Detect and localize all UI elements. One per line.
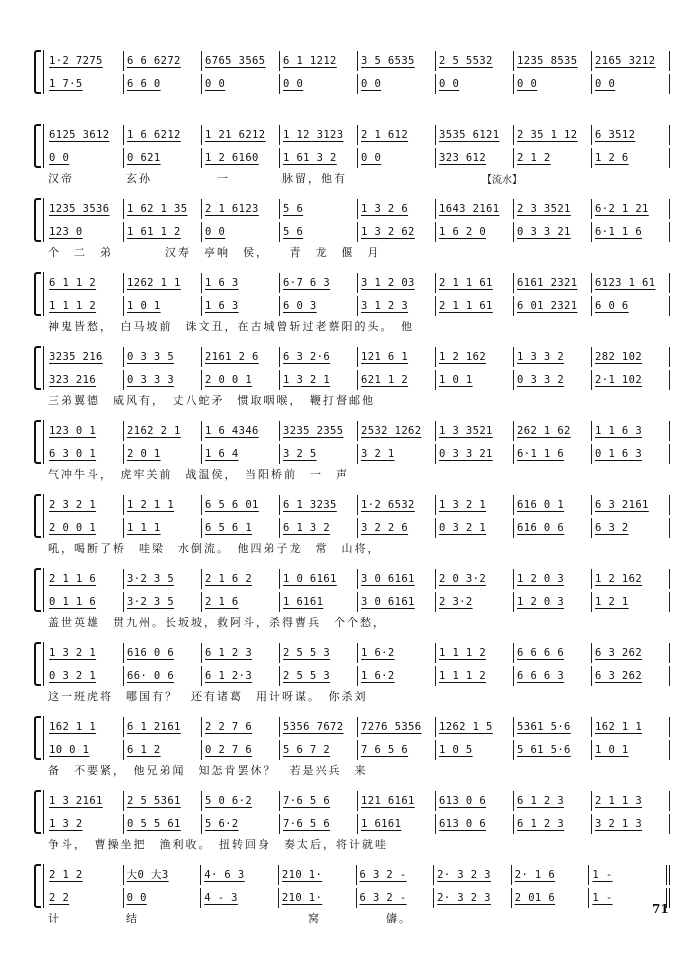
measure: 0 0	[280, 74, 358, 94]
measure: 3 5 6535	[358, 51, 436, 71]
measure: 1 2 1 1	[124, 495, 202, 515]
measure: 0 0	[46, 148, 124, 168]
measure: 2 01 6	[512, 888, 590, 908]
system-brace	[34, 50, 41, 94]
measure: 5361 5·6	[514, 717, 592, 737]
accompaniment-staff	[46, 444, 670, 464]
measure: 2 0 3·2	[436, 569, 514, 589]
measure: 1235 8535	[514, 51, 592, 71]
measure: 1 6·2	[358, 643, 436, 663]
system-brace	[34, 420, 41, 464]
measure: 0 3 2 1	[46, 666, 124, 686]
measure: 3 0 6161	[358, 569, 436, 589]
measure: 616 0 1	[514, 495, 592, 515]
measure: 2 0 0 1	[46, 518, 124, 538]
measure: 6 1 1212	[280, 51, 358, 71]
measure: 2 0 1	[124, 444, 202, 464]
system-start-barline	[43, 346, 44, 390]
measure: 6161 2321	[514, 273, 592, 293]
measure: 1 3 2 1	[436, 495, 514, 515]
measure: 1 1 6 3	[592, 421, 670, 441]
measure: 1 7·5	[46, 74, 124, 94]
measure: 162 1 1	[592, 717, 670, 737]
measure: 0 5 5 61	[124, 814, 202, 834]
measure: 6 6 6 3	[514, 666, 592, 686]
measure: 10 0 1	[46, 740, 124, 760]
system-start-barline	[43, 420, 44, 464]
melody-staff	[46, 643, 670, 663]
score-system	[34, 788, 670, 854]
measure: 1 0 5	[436, 740, 514, 760]
measure: 3 1 2 3	[358, 296, 436, 316]
measure: 0 3 3 21	[436, 444, 514, 464]
system-start-barline	[43, 124, 44, 168]
measure: 6123 1 61	[592, 273, 670, 293]
lyrics-line: 个 二 弟 汉寿 亭响 侯， 青 龙 偃 月	[48, 246, 381, 259]
lyrics-line: 争斗， 曹操坐把 渔利收。 扭转回身 奏太后，将计就哇	[48, 838, 388, 851]
measure: 2 5 5 3	[280, 666, 358, 686]
measure: 2 5 5532	[436, 51, 514, 71]
accompaniment-staff	[46, 814, 670, 834]
system-brace	[34, 124, 41, 168]
measure: 2 1 1 61	[436, 273, 514, 293]
melody-staff	[46, 569, 670, 589]
accompaniment-staff	[46, 370, 670, 390]
measure: 7276 5356	[358, 717, 436, 737]
measure: 0 621	[124, 148, 202, 168]
system-brace	[34, 642, 41, 686]
measure: 6 3 0 1	[46, 444, 124, 464]
measure: 1 3 2	[46, 814, 124, 834]
measure: 613 0 6	[436, 791, 514, 811]
measure: 6 1 3 2	[280, 518, 358, 538]
score-system	[34, 344, 670, 410]
measure: 2· 3 2 3	[434, 888, 512, 908]
measure: 3235 2355	[280, 421, 358, 441]
measure: 1·2 6532	[358, 495, 436, 515]
measure: 6 1 2 3	[514, 814, 592, 834]
melody-staff	[46, 495, 670, 515]
measure: 6 0 3	[280, 296, 358, 316]
measure: 1 1 1	[124, 518, 202, 538]
measure: 3235 216	[46, 347, 124, 367]
measure: 6 1 2161	[124, 717, 202, 737]
measure: 1 6 4346	[202, 421, 280, 441]
measure: 2· 3 2 3	[434, 865, 512, 885]
measure: 5356 7672	[280, 717, 358, 737]
measure: 1 6 6212	[124, 125, 202, 145]
measure: 6·2 1 21	[592, 199, 670, 219]
measure: 2 5 5361	[124, 791, 202, 811]
measure: 0 0	[514, 74, 592, 94]
melody-staff	[46, 865, 670, 885]
system-start-barline	[43, 716, 44, 760]
melody-staff	[46, 717, 670, 737]
measure: 2 1 1 6	[46, 569, 124, 589]
melody-staff	[46, 347, 670, 367]
measure: 1 -	[589, 888, 670, 908]
measure: 2 1 2	[46, 865, 124, 885]
measure: 4· 6 3	[201, 865, 279, 885]
lyrics-line: 这一班虎将 哪国有？ 还有诸葛 用计呀谋。 你杀刘	[48, 690, 368, 703]
measure: 2 1 6	[202, 592, 280, 612]
measure: 2 3 2 1	[46, 495, 124, 515]
measure: 616 0 6	[124, 643, 202, 663]
measure: 2532 1262	[358, 421, 436, 441]
measure: 1 6 3	[202, 273, 280, 293]
measure: 6 3 2	[592, 518, 670, 538]
measure: 6 1 2 3	[202, 643, 280, 663]
measure: 2 1 6123	[202, 199, 280, 219]
measure: 1 2 162	[592, 569, 670, 589]
page-number: 71	[652, 902, 669, 916]
measure: 2165 3212	[592, 51, 670, 71]
measure: 1 0 6161	[280, 569, 358, 589]
score-system	[34, 418, 670, 484]
measure: 6 1 2·3	[202, 666, 280, 686]
measure: 2·1 102	[592, 370, 670, 390]
system-brace	[34, 198, 41, 242]
score-system	[34, 714, 670, 780]
melody-staff	[46, 125, 670, 145]
system-start-barline	[43, 790, 44, 834]
system-brace	[34, 716, 41, 760]
measure: 1 6161	[358, 814, 436, 834]
measure: 2 1 1 61	[436, 296, 514, 316]
measure: 6 6 0	[124, 74, 202, 94]
measure: 6·1 1 6	[514, 444, 592, 464]
measure: 3 1 2 03	[358, 273, 436, 293]
measure: 613 0 6	[436, 814, 514, 834]
measure: 1 61 3 2	[280, 148, 358, 168]
measure: 4 - 3	[201, 888, 279, 908]
measure: 121 6161	[358, 791, 436, 811]
lyrics-line: 气冲牛斗， 虎牢关前 战温侯， 当阳桥前 一 声	[48, 468, 349, 481]
measure: 1 1 1 2	[436, 666, 514, 686]
accompaniment-staff	[46, 666, 670, 686]
melody-staff	[46, 273, 670, 293]
measure: 5 0 6·2	[202, 791, 280, 811]
measure: 6 3 2161	[592, 495, 670, 515]
score-system	[34, 566, 670, 632]
measure: 2 2 7 6	[202, 717, 280, 737]
measure: 1 3 2 1	[280, 370, 358, 390]
measure: 2 1 2	[514, 148, 592, 168]
measure: 0 0	[592, 74, 670, 94]
measure: 6 3 2·6	[280, 347, 358, 367]
measure: 6 5 6 1	[202, 518, 280, 538]
measure: 7·6 5 6	[280, 814, 358, 834]
system-start-barline	[43, 494, 44, 538]
accompaniment-staff	[46, 296, 670, 316]
measure: 616 0 6	[514, 518, 592, 538]
system-start-barline	[43, 272, 44, 316]
measure: 5 6	[280, 199, 358, 219]
lyrics-line: 计 结 窝 儔。	[48, 912, 412, 925]
measure: 7 6 5 6	[358, 740, 436, 760]
measure: 6 3 2 -	[357, 865, 435, 885]
measure: 1 2 6160	[202, 148, 280, 168]
measure: 1 3 2 1	[46, 643, 124, 663]
measure: 6 1 3235	[280, 495, 358, 515]
accompaniment-staff	[46, 592, 670, 612]
measure: 7·6 5 6	[280, 791, 358, 811]
score-system	[34, 48, 670, 114]
measure: 2 3·2	[436, 592, 514, 612]
system-start-barline	[43, 642, 44, 686]
measure: 3 2 5	[280, 444, 358, 464]
melody-staff	[46, 421, 670, 441]
measure: 1 3 3521	[436, 421, 514, 441]
measure: 1262 1 1	[124, 273, 202, 293]
measure: 3 0 6161	[358, 592, 436, 612]
measure: 3 2 1 3	[592, 814, 670, 834]
measure: 6 3 262	[592, 643, 670, 663]
measure: 1235 3536	[46, 199, 124, 219]
lyrics-line: 盖世英雄 贯九州。长坂坡，救阿斗，杀得曹兵 个个愁，	[48, 616, 386, 629]
measure: 0 2 7 6	[202, 740, 280, 760]
measure: 1 2 1	[592, 592, 670, 612]
measure: 0 0	[202, 74, 280, 94]
measure: 0 3 3 21	[514, 222, 592, 242]
measure: 210 1·	[279, 865, 357, 885]
measure: 0 3 2 1	[436, 518, 514, 538]
measure: 0 0	[124, 888, 202, 908]
measure: 6·7 6 3	[280, 273, 358, 293]
measure: 1 62 1 35	[124, 199, 202, 219]
measure: 1 1 1 2	[436, 643, 514, 663]
measure: 123 0 1	[46, 421, 124, 441]
measure: 1 3 3 2	[514, 347, 592, 367]
measure: 1 2 0 3	[514, 569, 592, 589]
measure: 3 2 2 6	[358, 518, 436, 538]
measure: 3·2 3 5	[124, 569, 202, 589]
measure: 1 0 1	[124, 296, 202, 316]
measure: 1 2 0 3	[514, 592, 592, 612]
measure: 3·2 3 5	[124, 592, 202, 612]
measure: 1 3 2161	[46, 791, 124, 811]
measure: 1 0 1	[436, 370, 514, 390]
measure: 3535 6121	[436, 125, 514, 145]
lyrics-line: 神鬼皆愁， 白马坡前 诛文丑，在古城曾斩过老蔡阳的头。 他	[48, 320, 414, 333]
melody-staff	[46, 791, 670, 811]
measure: 1 2 6	[592, 148, 670, 168]
measure: 6125 3612	[46, 125, 124, 145]
measure: 5 6·2	[202, 814, 280, 834]
measure: 5 6	[280, 222, 358, 242]
measure: 66· 0 6	[124, 666, 202, 686]
measure: 5 6 7 2	[280, 740, 358, 760]
measure: 6·1 1 6	[592, 222, 670, 242]
system-start-barline	[43, 864, 44, 908]
measure: 6 1 1 2	[46, 273, 124, 293]
score-system	[34, 492, 670, 558]
lyrics-line: 汉帝 玄孙 一 脉留，他有	[48, 172, 347, 185]
measure: 大0 大3	[124, 865, 202, 885]
measure: 0 0	[358, 74, 436, 94]
measure: 2 35 1 12	[514, 125, 592, 145]
measure: 1 3 2 6	[358, 199, 436, 219]
measure: 162 1 1	[46, 717, 124, 737]
measure: 1 1 1 2	[46, 296, 124, 316]
accompaniment-staff	[46, 740, 670, 760]
measure: 5 61 5·6	[514, 740, 592, 760]
measure: 6 6 6 6	[514, 643, 592, 663]
measure: 6 01 2321	[514, 296, 592, 316]
accompaniment-staff	[46, 888, 670, 908]
measure: 1·2 7275	[46, 51, 124, 71]
measure: 6 3 262	[592, 666, 670, 686]
measure: 1 6·2	[358, 666, 436, 686]
measure: 2 1 612	[358, 125, 436, 145]
measure: 0 0	[436, 74, 514, 94]
measure: 0 0	[202, 222, 280, 242]
measure: 1 3 2 62	[358, 222, 436, 242]
measure: 2 2	[46, 888, 124, 908]
measure: 1 6 4	[202, 444, 280, 464]
measure: 2162 2 1	[124, 421, 202, 441]
accompaniment-staff	[46, 74, 670, 94]
accompaniment-staff	[46, 518, 670, 538]
system-brace	[34, 494, 41, 538]
tempo-marking: 【流水】	[482, 175, 522, 186]
measure: 1 2 162	[436, 347, 514, 367]
measure: 6 1 2	[124, 740, 202, 760]
measure: 0 3 3 3	[124, 370, 202, 390]
lyrics-line: 吼，喝断了桥 哇梁 水倒流。 他四弟子龙 常 山将，	[48, 542, 381, 555]
measure: 2 1 6 2	[202, 569, 280, 589]
measure: 210 1·	[279, 888, 357, 908]
measure: 1 6 3	[202, 296, 280, 316]
system-brace	[34, 790, 41, 834]
melody-staff	[46, 199, 670, 219]
system-brace	[34, 346, 41, 390]
measure: 1 0 1	[592, 740, 670, 760]
system-brace	[34, 272, 41, 316]
measure: 6 3512	[592, 125, 670, 145]
measure: 262 1 62	[514, 421, 592, 441]
measure: 2 0 0 1	[202, 370, 280, 390]
measure: 282 102	[592, 347, 670, 367]
system-start-barline	[43, 50, 44, 94]
measure: 1 6 2 0	[436, 222, 514, 242]
measure: 621 1 2	[358, 370, 436, 390]
melody-staff	[46, 51, 670, 71]
measure: 1 21 6212	[202, 125, 280, 145]
lyrics-line: 备 不要紧， 他兄弟闻 知怎肯罢休？ 若是兴兵 来	[48, 764, 368, 777]
system-brace	[34, 864, 41, 908]
system-start-barline	[43, 198, 44, 242]
measure: 2 5 5 3	[280, 643, 358, 663]
measure: 1 61 1 2	[124, 222, 202, 242]
measure: 0 1 6 3	[592, 444, 670, 464]
measure: 0 1 1 6	[46, 592, 124, 612]
score-system	[34, 862, 670, 928]
score-system	[34, 270, 670, 336]
measure: 1262 1 5	[436, 717, 514, 737]
system-start-barline	[43, 568, 44, 612]
measure: 323 216	[46, 370, 124, 390]
score-system	[34, 640, 670, 706]
measure: 2 1 1 3	[592, 791, 670, 811]
measure: 2 3 3521	[514, 199, 592, 219]
measure: 6 3 2 -	[357, 888, 435, 908]
score-system	[34, 122, 670, 188]
measure: 0 3 3 2	[514, 370, 592, 390]
measure: 123 0	[46, 222, 124, 242]
measure: 6 0 6	[592, 296, 670, 316]
measure: 2· 1 6	[512, 865, 590, 885]
measure: 1 6161	[280, 592, 358, 612]
measure: 121 6 1	[358, 347, 436, 367]
measure: 2161 2 6	[202, 347, 280, 367]
measure: 0 3 3 5	[124, 347, 202, 367]
measure: 3 2 1	[358, 444, 436, 464]
measure: 1643 2161	[436, 199, 514, 219]
measure: 6 6 6272	[124, 51, 202, 71]
score-system	[34, 196, 670, 262]
accompaniment-staff	[46, 222, 670, 242]
measure: 323 612	[436, 148, 514, 168]
measure: 1 12 3123	[280, 125, 358, 145]
lyrics-line: 三弟翼德 威风有， 丈八蛇矛 惯取咽喉， 鞭打督邮他	[48, 394, 375, 407]
measure: 1 -	[589, 865, 670, 885]
measure: 6 1 2 3	[514, 791, 592, 811]
system-brace	[34, 568, 41, 612]
accompaniment-staff	[46, 148, 670, 168]
measure: 0 0	[358, 148, 436, 168]
measure: 6 5 6 01	[202, 495, 280, 515]
measure: 6765 3565	[202, 51, 280, 71]
